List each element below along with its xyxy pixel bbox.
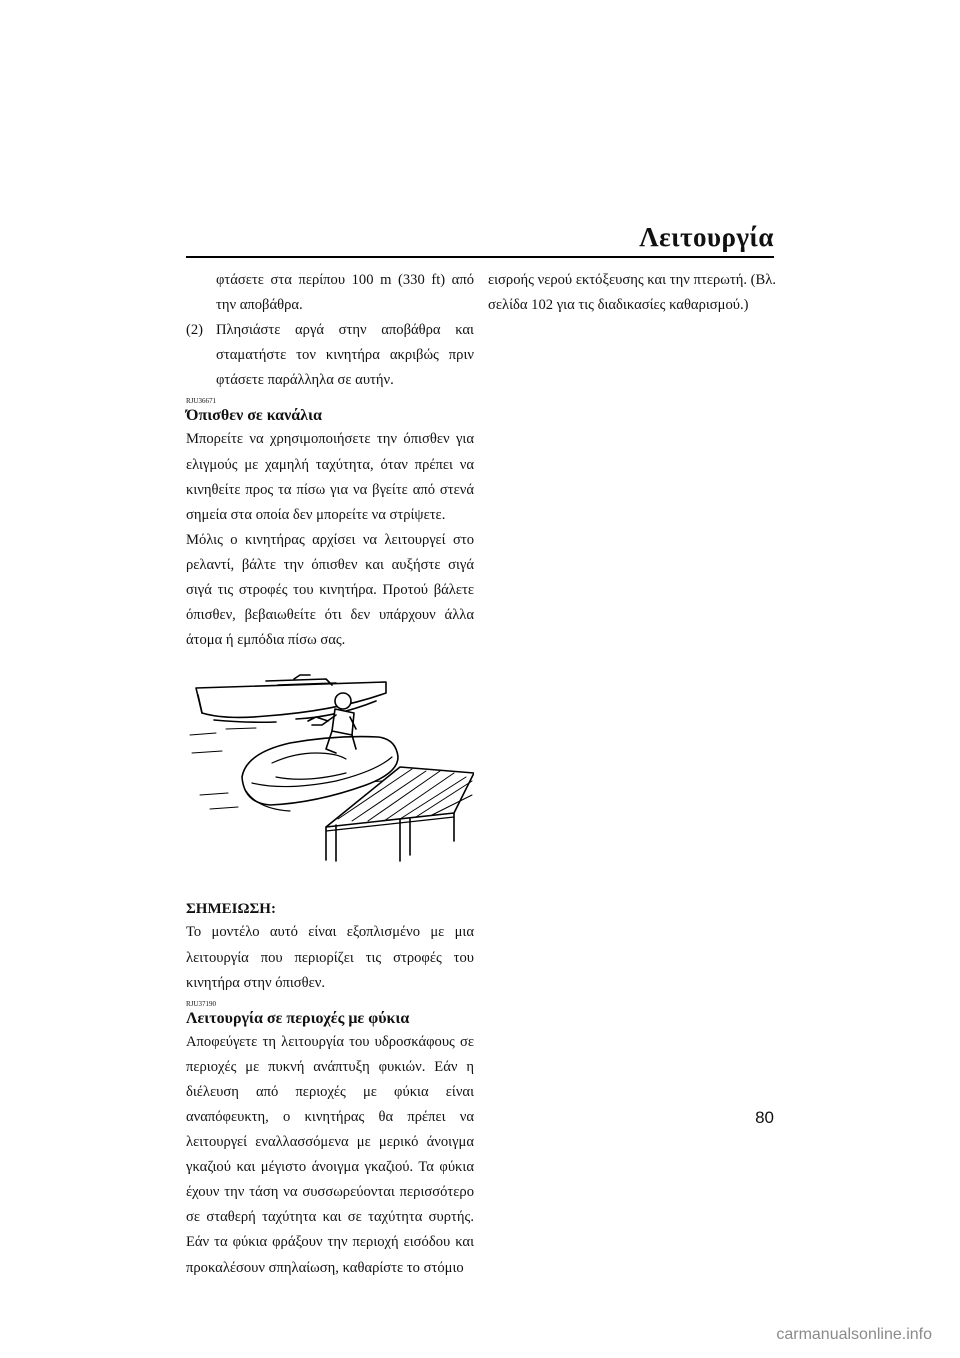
weeds-paragraph: Αποφεύγετε τη λειτουργία του υδροσκάφους σε περιοχές με πυκνή ανάπτυξη φυκιών. Εάν η διέλευση από περιοχές με φύκια είναι αναπόφευκτη, ο κινητήρας θα πρέπει να λειτουργεί εναλλασσόμενα με μερικό άνοιγμα γκαζιού και μέγιστο άνοιγμα γκαζιού. Τα φύκια έχουν την τάση να συσσωρεύονται περισσότερο σε σταθερή ταχύτητα και σε ταχύτητα συρτής. Εάν τα φύκια φράξουν την περιοχή εισόδου και προκαλέσουν σπηλαίωση, καθαρίστε το στόμιο <box>186 1033 474 1276</box>
step-text: Πλησιάστε αργά στην αποβάθρα και σταματήστε τον κινητήρα ακριβώς πριν φτάσετε παράλληλα σε αυτήν. <box>216 322 474 389</box>
weeds-continuation: εισροής νερού εκτόξευσης και την πτερωτή. (Βλ. σελίδα 102 για τις διαδικασίες καθαρισμού.) <box>488 272 776 314</box>
watercraft-reversing-illustration <box>186 665 474 865</box>
section-heading-reverse: Όπισθεν σε κανάλια <box>186 407 322 425</box>
section-code: RJU36671 <box>186 397 216 406</box>
step-number: (2) <box>186 322 204 339</box>
page-number: 80 <box>755 1108 774 1127</box>
watermark: carmanualsonline.info <box>776 1326 932 1343</box>
section-code: RJU37190 <box>186 999 216 1008</box>
list-item-step-2 <box>186 318 474 393</box>
left-column <box>186 268 474 1281</box>
page-header-title: Λειτουργία <box>639 222 774 252</box>
reverse-paragraph-1: Μπορείτε να χρησιμοποιήσετε την όπισθεν για ελιγμούς με χαμηλή ταχύτητα, όταν πρέπει να κινηθείτε προς τα πίσω για να βγείτε από στενά σημεία στα οποία δεν μπορείτε να στρίψετε. <box>186 431 474 523</box>
continuation-paragraph: φτάσετε στα περίπου 100 m (330 ft) από την αποβάθρα. <box>216 272 474 314</box>
header-rule <box>186 256 774 258</box>
note-title: ΣΗΜΕΙΩΣΗ: <box>186 901 276 918</box>
right-column <box>488 268 776 318</box>
note-text: Το μοντέλο αυτό είναι εξοπλισμένο με μια λειτουργία που περιορίζει τις στροφές του κινητήρα στην όπισθεν. <box>186 924 474 991</box>
section-heading-weeds: Λειτουργία σε περιοχές με φύκια <box>186 1009 410 1027</box>
reverse-paragraph-2: Μόλις ο κινητήρας αρχίσει να λειτουργεί στο ρελαντί, βάλτε την όπισθεν και αυξήστε σιγά σιγά τις στροφές του κινητήρα. Προτού βάλετε όπισθεν, βεβαιωθείτε ότι δεν υπάρχουν άλλα άτομα ή εμπόδια πίσω σας. <box>186 531 474 649</box>
